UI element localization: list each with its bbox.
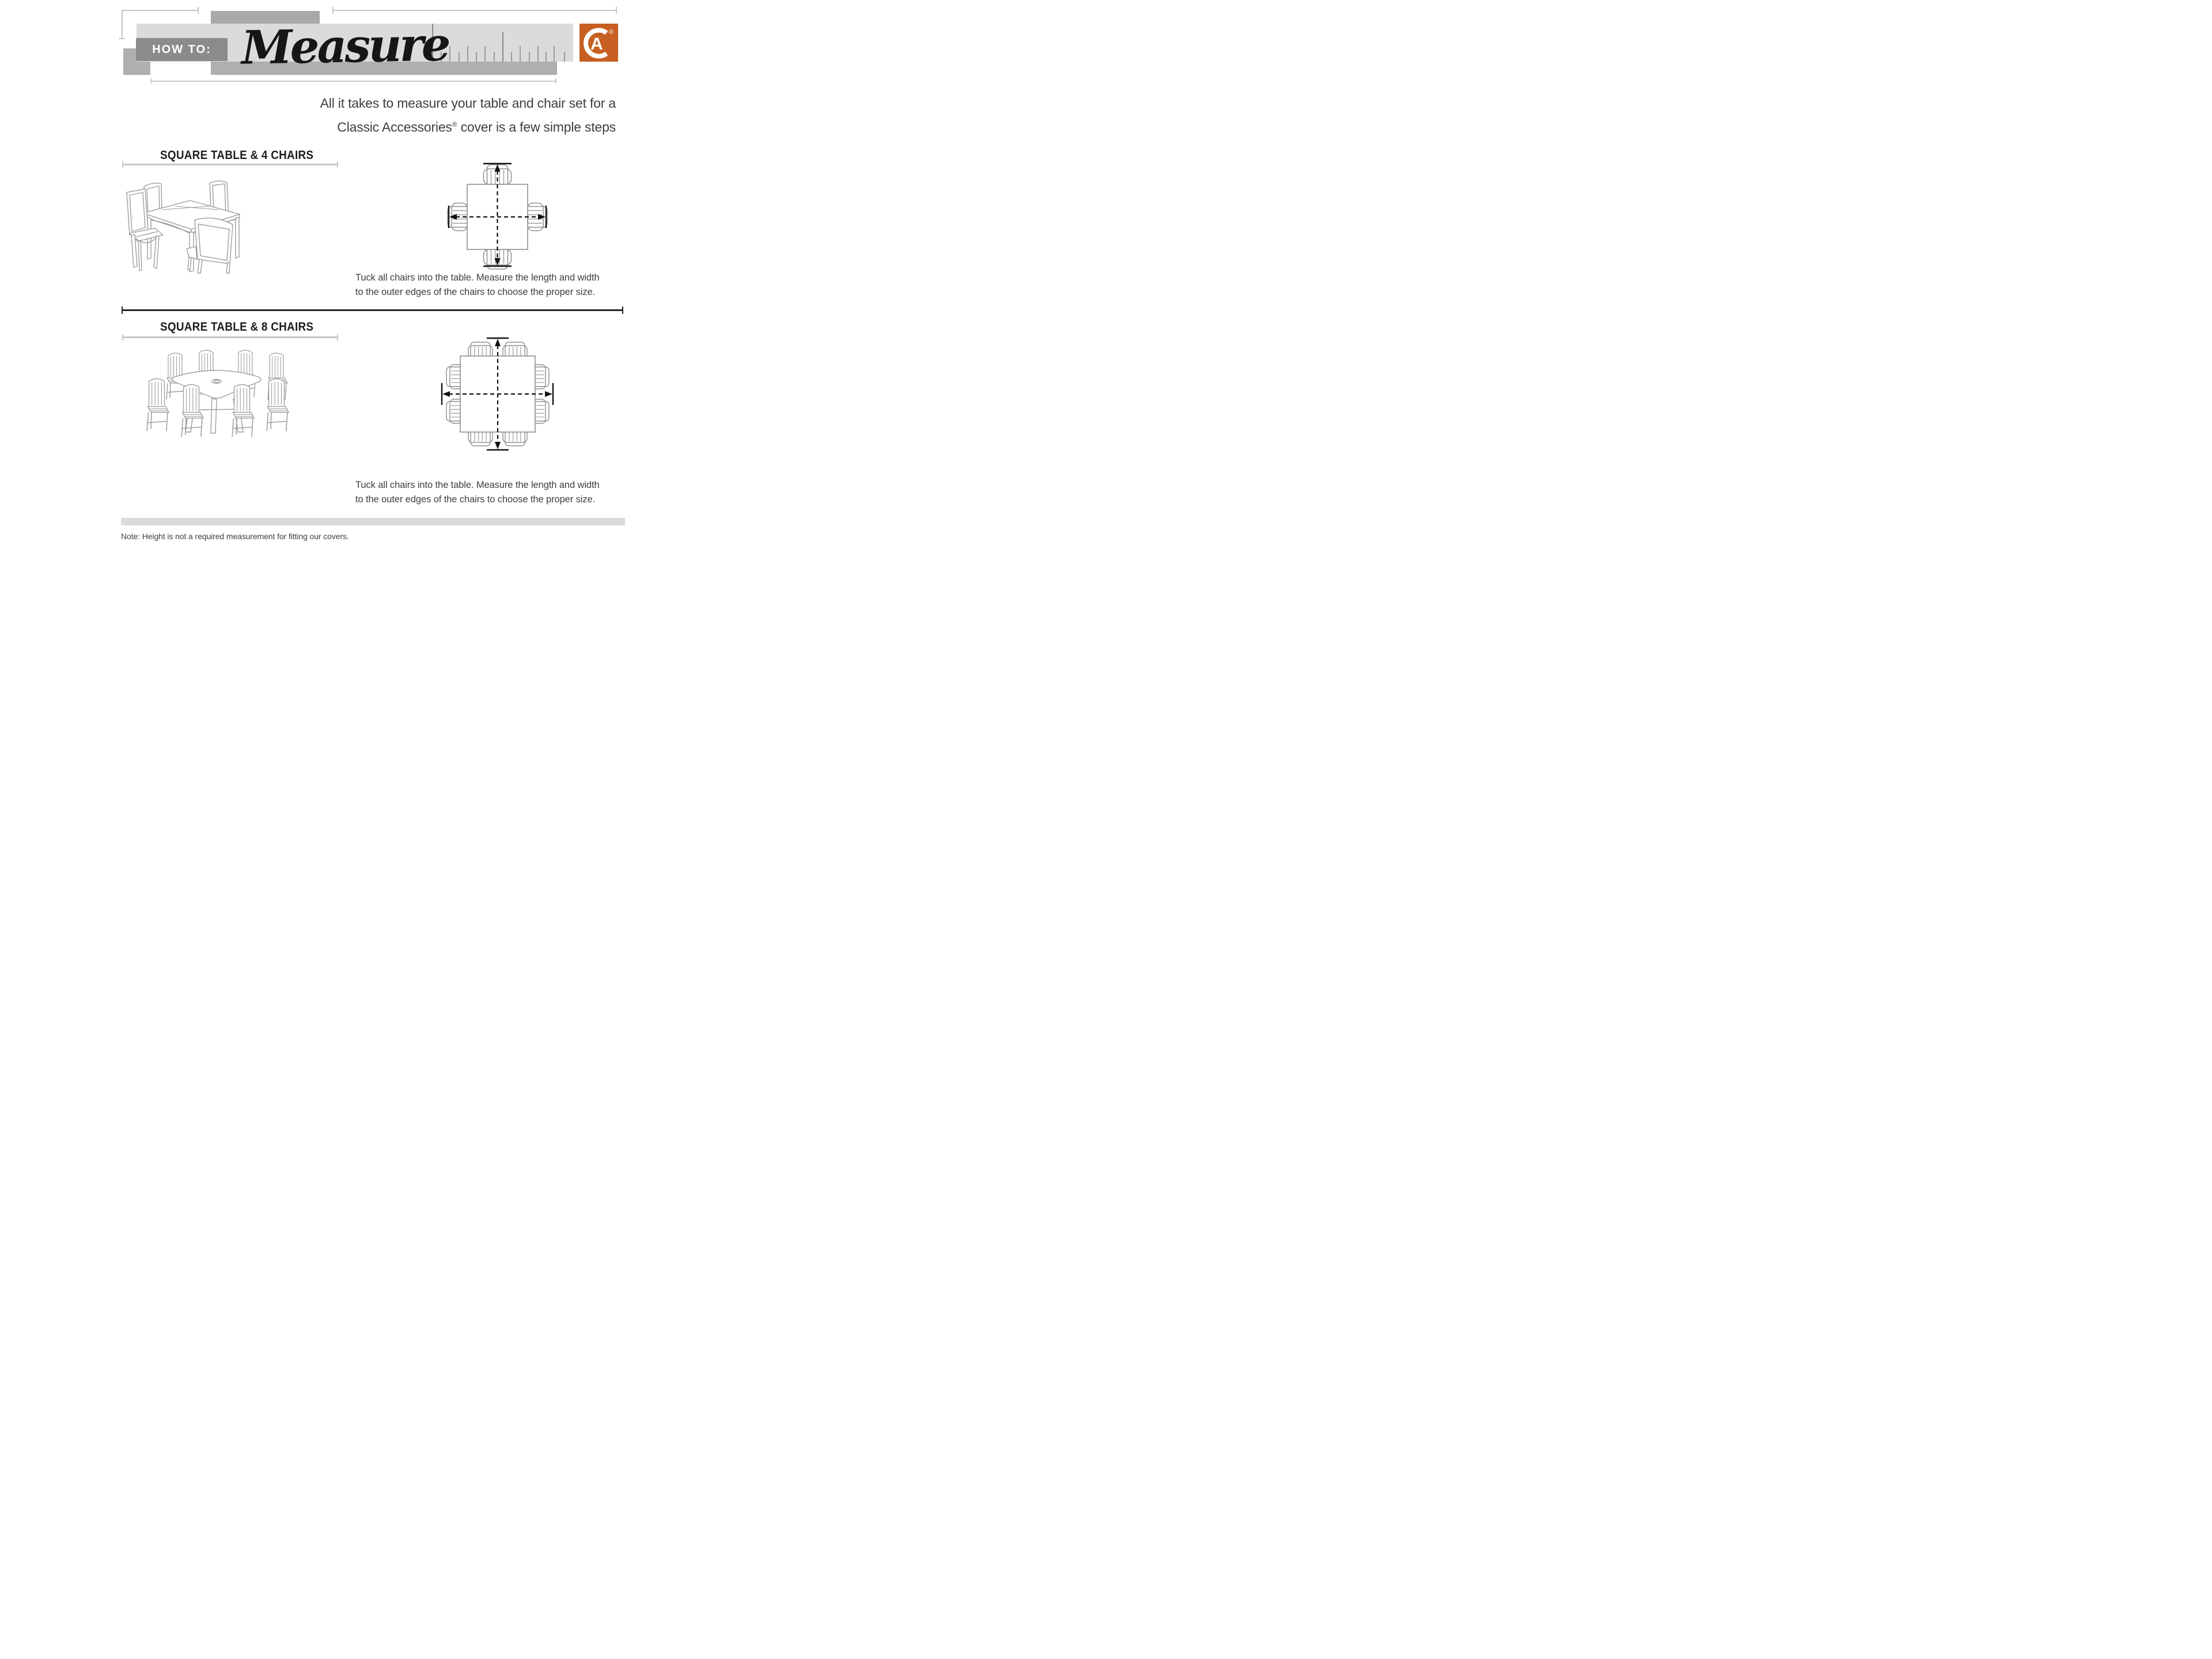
top-left-dimension-drop-line xyxy=(122,10,123,39)
subtitle-line2-brand: Classic Accessories xyxy=(337,119,452,135)
footer-gray-bar xyxy=(121,518,625,525)
section-divider-tick-right xyxy=(622,306,623,314)
instruction-text-4-chairs xyxy=(355,271,600,300)
top-right-dimension-line xyxy=(332,10,616,11)
instruction2-line1: Tuck all chairs into the table. Measure the length and width xyxy=(355,480,600,490)
top-right-dimension-tick-left xyxy=(332,7,334,14)
section2-underline xyxy=(122,336,338,338)
registered-mark: ® xyxy=(608,29,614,36)
subtitle-line2-rest: cover is a few simple steps xyxy=(457,119,616,135)
brand-logo xyxy=(579,24,618,62)
table-8-chairs-illustration xyxy=(120,346,311,452)
subtitle-dimension-tick-left xyxy=(150,78,151,84)
instruction1-line1: Tuck all chairs into the table. Measure the length and width xyxy=(355,272,600,283)
section-heading-8-chairs: SQUARE TABLE & 8 CHAIRS xyxy=(160,320,314,334)
measurement-diagram-8-chairs xyxy=(438,334,558,455)
section1-underline-tick-left xyxy=(122,161,123,168)
kicker-label: HOW TO: xyxy=(152,43,211,56)
page-title: Measure xyxy=(241,17,449,75)
top-left-dimension-line xyxy=(122,10,198,11)
section-divider-tick-left xyxy=(122,306,123,314)
classic-accessories-monogram-icon xyxy=(579,24,618,62)
measurement-diagram-4-chairs xyxy=(441,159,550,271)
top-left-dimension-tick xyxy=(198,7,199,14)
section1-underline-tick-right xyxy=(337,161,338,168)
footer-note: Note: Height is not a required measurement for fitting our covers. xyxy=(121,532,349,541)
instruction-text-8-chairs xyxy=(355,478,600,507)
section1-underline xyxy=(122,164,338,165)
subtitle-dimension-line xyxy=(150,81,556,82)
table-4-chairs-illustration xyxy=(122,174,255,274)
section-divider xyxy=(122,309,623,311)
instruction2-line2: to the outer edges of the chairs to choose the proper size. xyxy=(355,494,596,505)
section2-underline-tick-left xyxy=(122,334,123,340)
top-left-dimension-endcap xyxy=(119,38,125,39)
subtitle-line1: All it takes to measure your table and chair set for a xyxy=(320,96,616,111)
subtitle-dimension-tick-right xyxy=(555,78,556,84)
instruction1-line2: to the outer edges of the chairs to choose the proper size. xyxy=(355,287,596,297)
section-heading-4-chairs: SQUARE TABLE & 4 CHAIRS xyxy=(160,149,314,162)
monogram-letter: A xyxy=(590,35,603,54)
top-right-dimension-tick-right xyxy=(616,7,617,14)
page-subtitle xyxy=(320,93,616,138)
how-to-measure-page xyxy=(0,0,737,553)
subtitle-registered-mark: ® xyxy=(452,120,457,128)
kicker-box xyxy=(136,38,228,61)
section2-underline-tick-right xyxy=(337,334,338,340)
